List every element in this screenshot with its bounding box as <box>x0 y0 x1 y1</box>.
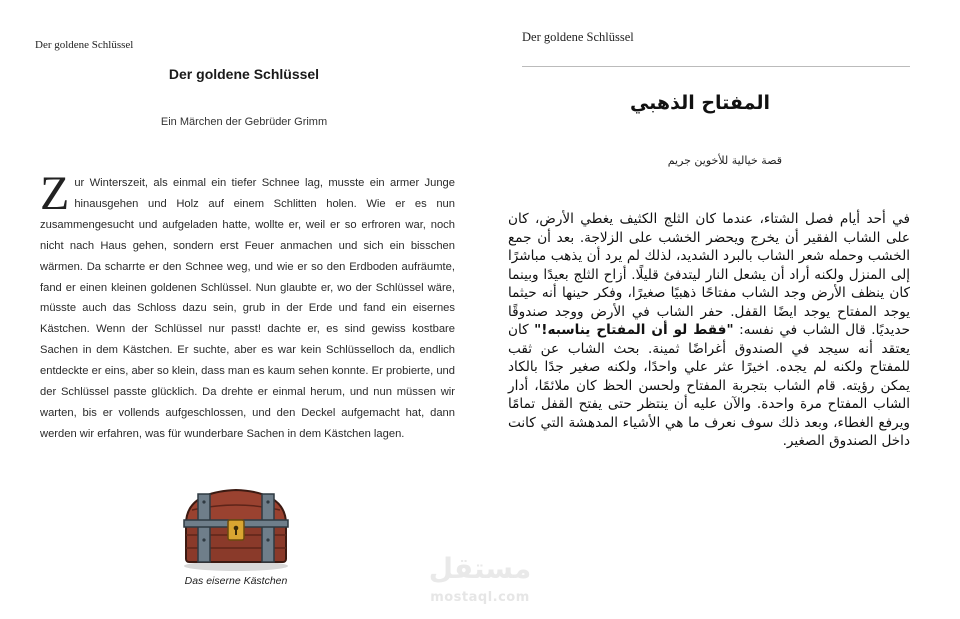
watermark-logo-text: مستقل <box>428 552 532 585</box>
header-divider <box>522 66 910 67</box>
watermark-url: mostaql.com <box>430 590 530 605</box>
drop-cap: Z <box>40 167 70 220</box>
right-page-arabic <box>490 0 960 619</box>
arabic-quote: "فقط لو أن المفتاح يناسبه!" <box>534 322 734 338</box>
mostaql-watermark <box>420 552 540 612</box>
arabic-story-part-2: كان يعتقد أنه سيجد في الصندوق أغراضًا ثمينة. بحث الشاب عن ثقب للمفتاح ولكنه لم يجده. اخيرًا عثر علي واحدًا، ولكنه صغير جدًا بالكاد يمكن رؤيته. قام الشاب بتجربة المفتاح ولحسن الحظ كان ملائمًا، أدار الشاب المفتاح مرة واحدة. والآن عليه أن ينتظر حتى يفتح القفل تمامًا ويرفع الغطاء، وبعد ذلك سوف نعرف ما هي الأشياء المدهشة التي كانت داخل الصندوق الصغير. <box>508 322 910 449</box>
german-title: Der goldene Schlüssel <box>168 66 320 82</box>
running-head-left: Der goldene Schlüssel <box>35 39 134 51</box>
german-subtitle: Ein Märchen der Gebrüder Grimm <box>160 116 328 128</box>
figure-caption: Das eiserne Kästchen <box>184 575 288 587</box>
german-story-text <box>40 167 455 445</box>
arabic-subtitle: قصة خيالية للأخوين جريم <box>667 154 782 167</box>
treasure-chest-icon <box>176 480 296 572</box>
arabic-story-text <box>508 210 910 451</box>
running-head-right: Der goldene Schlüssel <box>522 30 634 44</box>
arabic-story-part-1: في أحد أيام فصل الشتاء، عندما كان الثلج الكثيف يغطي الأرض، كان على الشاب الفقير أن يخرج ويحضر الخشب على الزلاجة. بعد أن جمع الخشب وحمله شعر الشاب بالبرد الشديد، لذلك لم يرد أن يذهب مباشرًا إلى المنزل ولكنه أراد أن يشعل النار ليتدفئ قليلًا. أزاح الثلج بعيدًا وبينما كان ينظف الأرض وجد الشاب مفتاحًا ذهبيًا صغيرًا، وفكر حينها أنه حيثما يوجد المفتاح يوجد ايضًا القفل. حفر الشاب في الأرض ووجد صندوقًا حديديًا. قال الشاب في نفسه: <box>508 211 910 338</box>
arabic-title: المفتاح الذهبي <box>629 92 770 114</box>
german-story-paragraph: ur Winterszeit, als einmal ein tiefer Schnee lag, musste ein armer Junge hinausgehen und Holz auf einem Schlitten holen. Wie er es nun zusammengesucht und aufgeladen hatte, wollte er, weil er so erfroren war, noch nicht nach Haus gehen, sondern erst Feuer anmachen und sich ein bisschen wärmen. Da scharrte er den Schnee weg, und wie er so den Erdboden aufräumte, fand er einen kleinen goldenen Schlüssel. Nun glaubte er, wo der Schlüssel wäre, müsste auch das Schloss dazu sein, grub in der Erde und fand ein eisernes Kästchen. Wenn der Schlüssel nur passt! dachte er, es sind gewiss kostbare Sachen in dem Kästchen. Er suchte, aber es war kein Schlüsselloch da, endlich entdeckte er eins, aber so klein, dass man es kaum sehen konnte. Er probierte, und der Schlüssel passte glücklich. Da drehte er einmal herum, und nun müssen wir warten, bis er vollends aufgeschlossen, und den Deckel aufgemacht hat, dann werden wir erfahren, was für wunderbare Sachen in dem Kästchen lagen. <box>40 177 455 440</box>
